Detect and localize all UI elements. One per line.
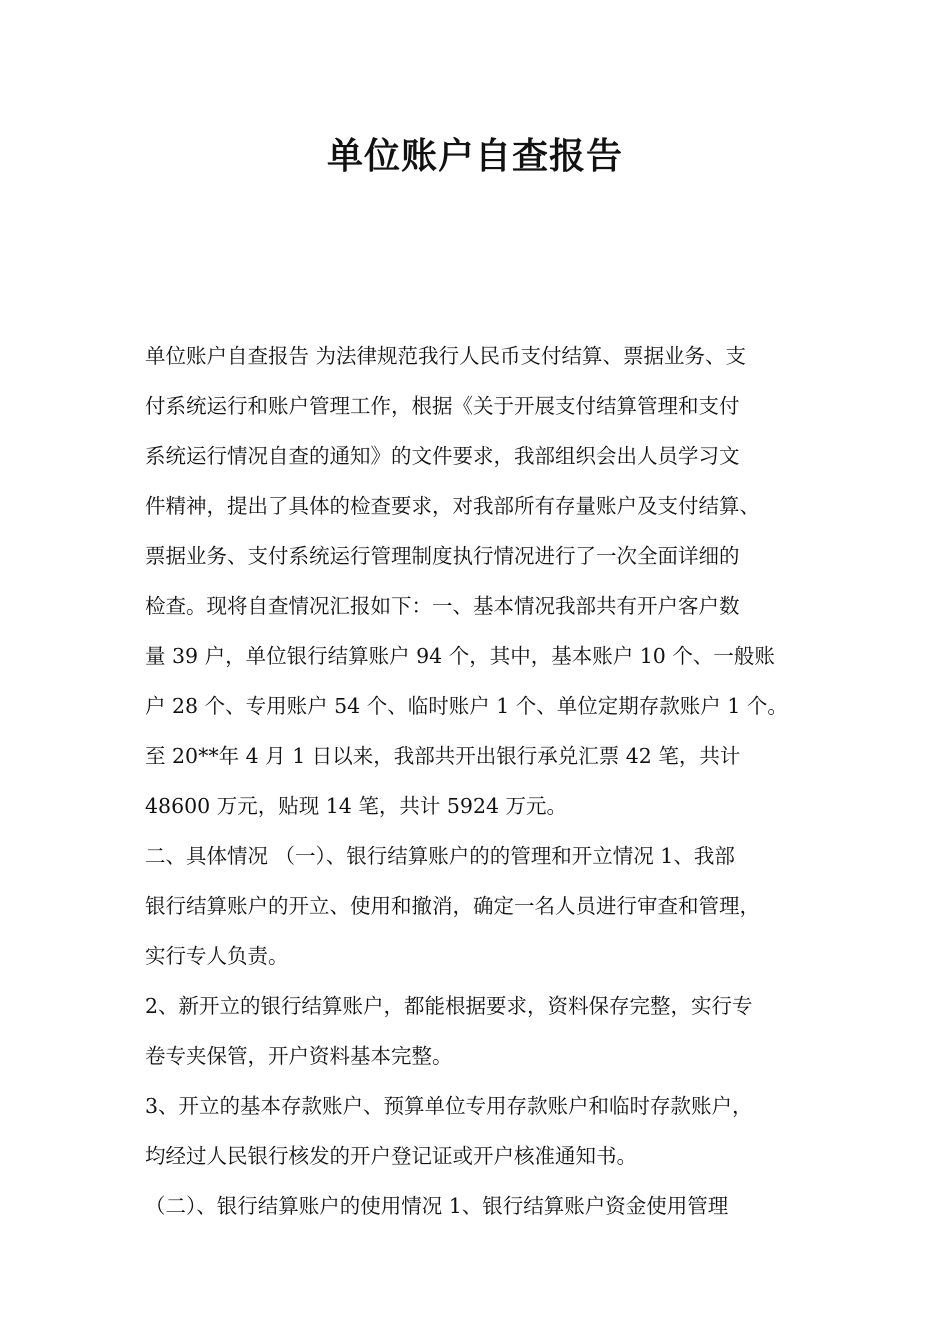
text-line: 系统运行情况自查的通知》的文件要求，我部组织会出人员学习文: [145, 444, 740, 468]
text-line: 卷专夹保管，开户资料基本完整。: [145, 1044, 453, 1068]
text-line: 2、新开立的银行结算账户，都能根据要求，资料保存完整，实行专: [145, 994, 753, 1018]
text-line: 件精神，提出了具体的检查要求，对我部所有存量账户及支付结算、: [145, 494, 760, 518]
text-line: 量 39 户，单位银行结算账户 94 个，其中，基本账户 10 个、一般账: [145, 644, 775, 668]
text-line: 银行结算账户的开立、使用和撤消，确定一名人员进行审查和管理，: [145, 894, 760, 918]
text-line: 检查。现将自查情况汇报如下：一、基本情况我部共有开户客户数: [145, 594, 740, 618]
text-line: （二）、银行结算账户的使用情况 1、银行结算账户资金使用管理: [145, 1194, 729, 1218]
text-line: 单位账户自查报告 为法律规范我行人民币支付结算、票据业务、支: [145, 344, 747, 368]
text-line: 付系统运行和账户管理工作，根据《关于开展支付结算管理和支付: [145, 394, 740, 418]
text-line: 二、具体情况 （一）、银行结算账户的的管理和开立情况 1、我部: [145, 844, 735, 868]
document-title: 单位账户自查报告: [326, 136, 623, 177]
document-body: [145, 331, 821, 1231]
text-line: 48600 万元，贴现 14 笔，共计 5924 万元。: [145, 794, 568, 818]
text-line: 票据业务、支付系统运行管理制度执行情况进行了一次全面详细的: [145, 544, 740, 568]
text-line: 至 20**年 4 月 1 日以来，我部共开出银行承兑汇票 42 笔，共计: [145, 744, 741, 768]
text-line: 户 28 个、专用账户 54 个、临时账户 1 个、单位定期存款账户 1 个。: [145, 694, 788, 718]
text-line: 3、开立的基本存款账户、预算单位专用存款账户和临时存款账户，: [145, 1094, 753, 1118]
text-line: 实行专人负责。: [145, 944, 289, 968]
text-line: 均经过人民银行核发的开户登记证或开户核准通知书。: [145, 1144, 637, 1168]
